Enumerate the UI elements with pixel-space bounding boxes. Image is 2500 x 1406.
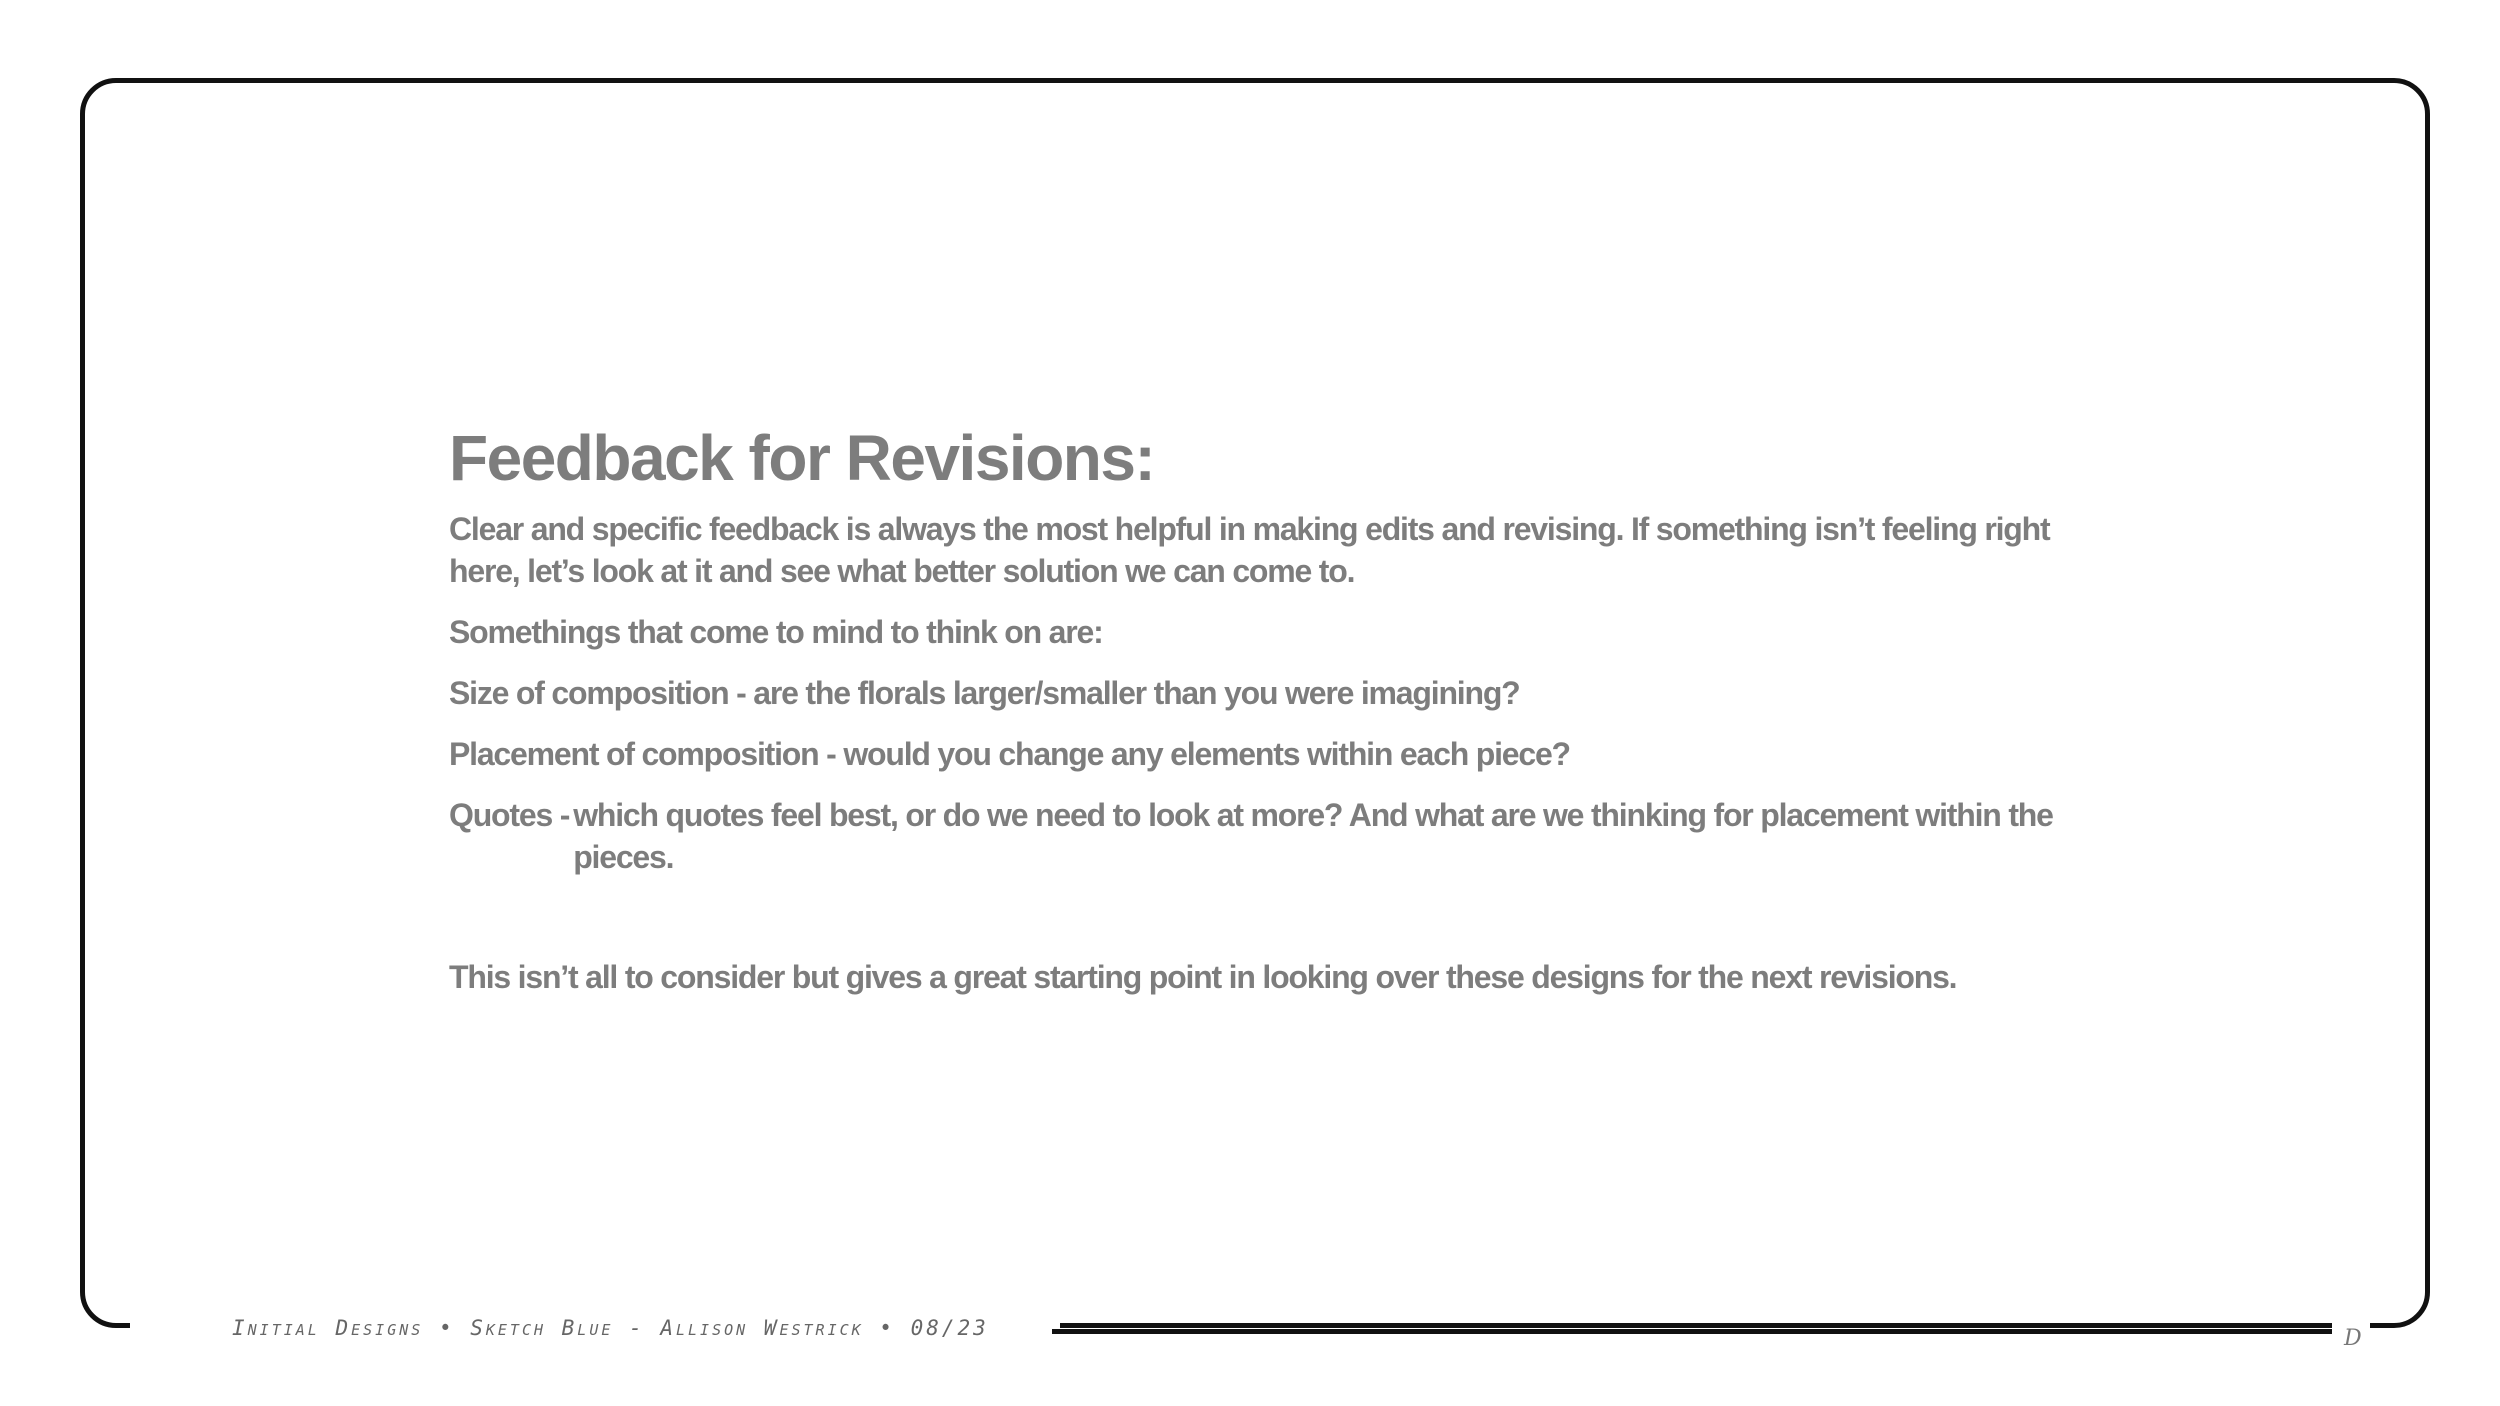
size-item: Size of composition - are the florals larger/smaller than you were imagining? xyxy=(449,675,1520,711)
placement-item: Placement of composition - would you change any elements within each piece? xyxy=(449,736,1570,772)
intro-paragraph: Clear and specific feedback is always the most helpful in making edits and revising. If something isn’t feeling right here, let’s look at it and see what better solution we can come to. xyxy=(449,511,2050,589)
footer-caption: Initial Designs • Sketch Blue - Allison Westrick • 08/23 xyxy=(232,1316,989,1340)
quotes-item xyxy=(449,794,2099,878)
footer-divider xyxy=(1052,1329,2332,1334)
prompt-paragraph: Somethings that come to mind to think on are: xyxy=(449,614,1103,650)
slide-content xyxy=(449,418,2099,1017)
page-mark: D xyxy=(2344,1326,2362,1351)
quotes-label: Quotes - xyxy=(449,797,570,833)
quotes-text: which quotes feel best, or do we need to look at more? And what are we thinking for placement within the pieces. xyxy=(573,797,2053,875)
closing-paragraph: This isn’t all to consider but gives a great starting point in looking over these designs for the next revisions. xyxy=(449,959,1957,995)
slide-title: Feedback for Revisions: xyxy=(449,422,1155,494)
